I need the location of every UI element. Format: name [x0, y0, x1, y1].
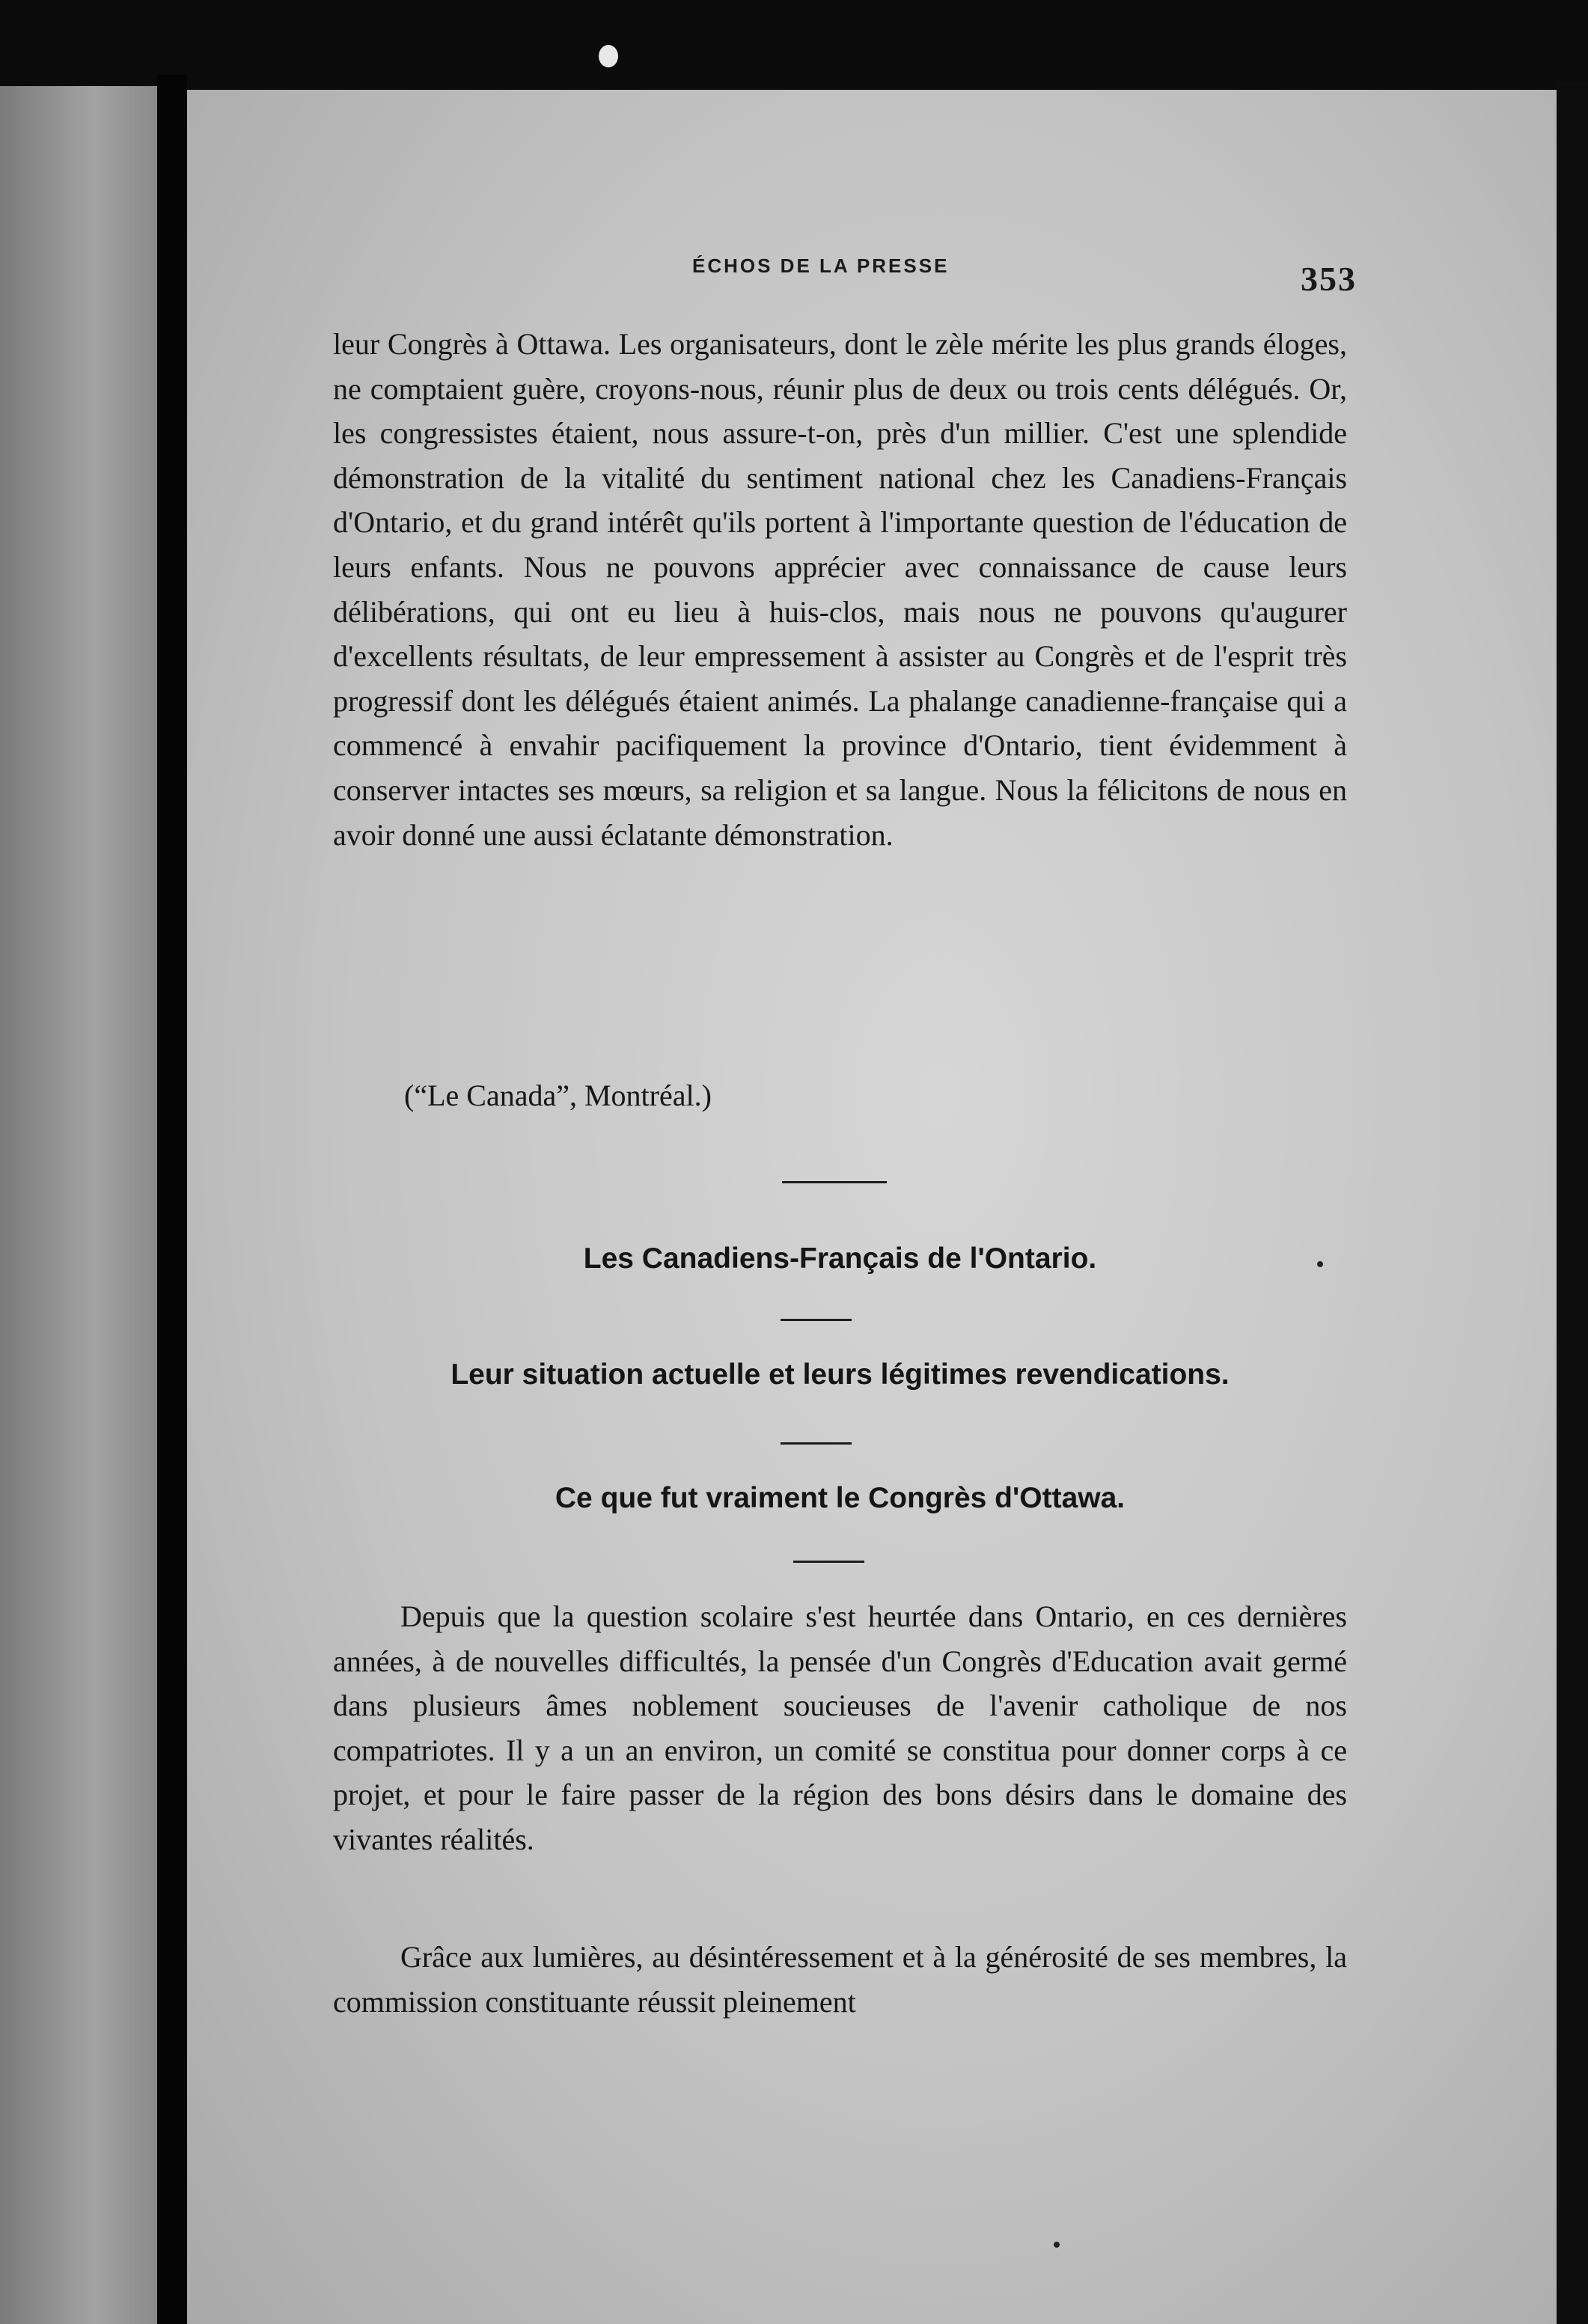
- page-edge-shadow: [1557, 82, 1588, 2324]
- dust-speck: [599, 45, 618, 67]
- source-attribution: (“Le Canada”, Montréal.): [404, 1079, 712, 1112]
- body-paragraph-1: [333, 322, 1347, 857]
- body-paragraph-3: [333, 1935, 1347, 2024]
- separator-rule: [781, 1442, 852, 1445]
- facing-page-edge: [0, 86, 157, 2324]
- separator-rule: [782, 1181, 887, 1183]
- separator-rule: [781, 1319, 852, 1321]
- paragraph-text: Grâce aux lumières, au désintéressement et à la générosité de ses membres, la commission constituante réussit pleinement: [333, 1940, 1347, 2019]
- running-head: ÉCHOS DE LA PRESSE: [692, 254, 950, 277]
- separator-rule: [793, 1561, 864, 1563]
- book-gutter: [157, 75, 187, 2324]
- paragraph-text: leur Congrès à Ottawa. Les organisateurs, dont le zèle mérite les plus grands éloges, ne comptaient guère, croyons-nous, réunir plus de deux ou trois cents délégués. Or, les congressistes étaient, nous assure-t-on, près d'un millier. C'est une splendide démonstration de la vitalité du sentiment national chez les Canadiens-Français d'Ontario, et du grand intérêt qu'ils portent à l'importante question de l'éducation de leurs enfants. Nous ne pouvons apprécier avec connaissance de cause leurs délibérations, qui ont eu lieu à huis-clos, mais nous ne pouvons qu'augurer d'excellents résultats, de leur empressement à assister au Congrès et de l'esprit très progressif dont les délégués étaient animés. La phalange canadienne-française qui a commencé à envahir pacifiquement la province d'Ontario, tient évidemment à conserver intactes ses mœurs, sa religion et sa langue. Nous la félicitons de nous en avoir donné une aussi éclatante démonstration.: [333, 327, 1347, 852]
- body-paragraph-2: [333, 1594, 1347, 1862]
- section-heading: Les Canadiens-Français de l'Ontario.: [583, 1242, 1097, 1275]
- dust-speck: [1054, 2242, 1060, 2248]
- section-subheading: Ce que fut vraiment le Congrès d'Ottawa.: [555, 1482, 1126, 1514]
- section-subheading: Leur situation actuelle et leurs légitimes revendications.: [451, 1358, 1230, 1391]
- paragraph-text: Depuis que la question scolaire s'est heurtée dans Ontario, en ces dernières années, à de nouvelles difficultés, la pensée d'un Congrès d'Education avait germé dans plusieurs âmes noblement soucieuses de l'avenir catholique de nos compatriotes. Il y a un an environ, un comité se constitua pour donner corps à ce projet, et pour le faire passer de la région des bons désirs dans le domaine des vivantes réalités.: [333, 1599, 1347, 1856]
- page-number: 353: [1301, 260, 1357, 298]
